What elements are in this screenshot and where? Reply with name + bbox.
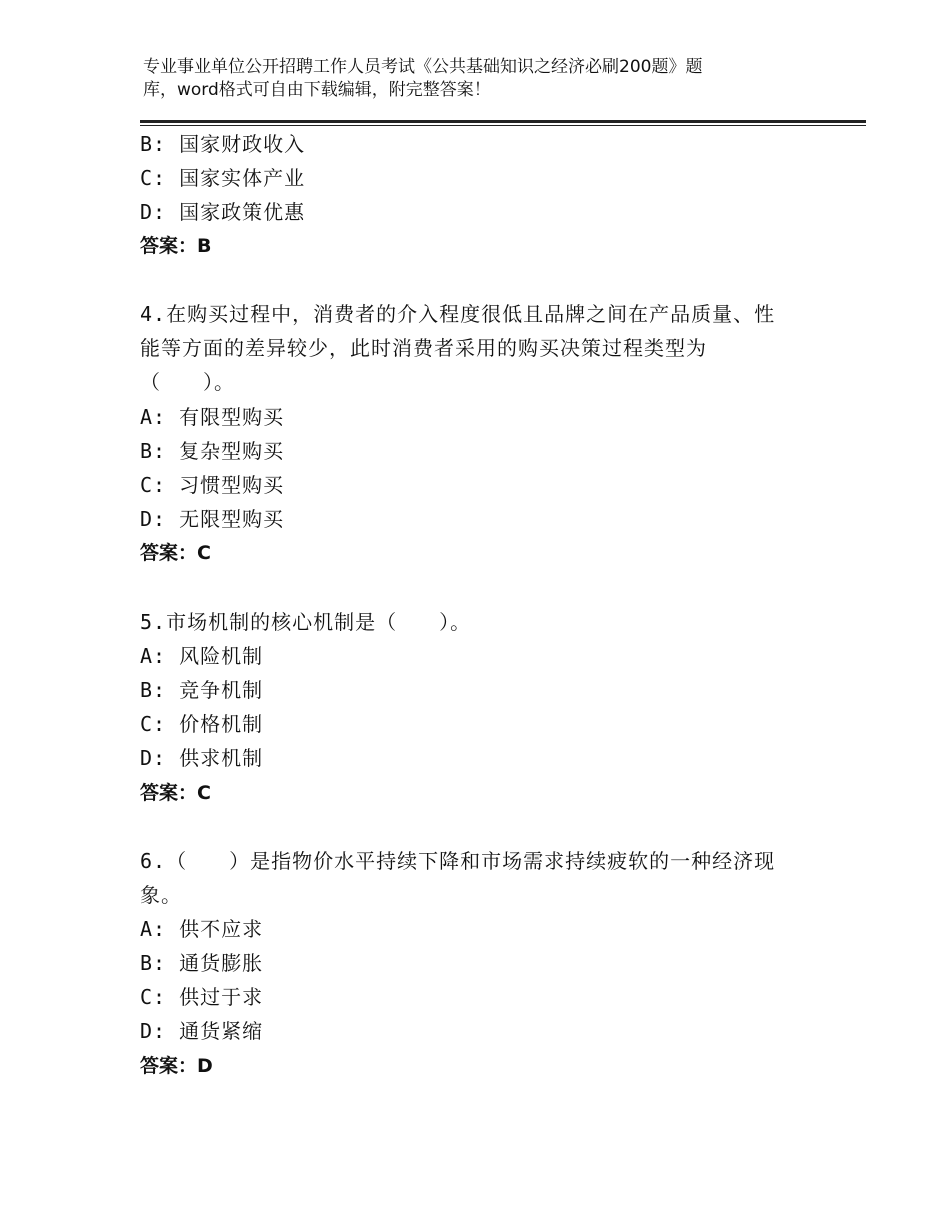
q4-option-d: D: 无限型购买: [140, 507, 285, 531]
q6-option-d: D: 通货紧缩: [140, 1019, 264, 1043]
header-title-line-2: 库，word格式可自由下载编辑，附完整答案！: [143, 80, 491, 100]
q6-option-c: C: 供过于求: [140, 985, 264, 1009]
q4-stem-line-2: 能等方面的差异较少，此时消费者采用的购买决策过程类型为: [140, 336, 707, 360]
q6-option-b: B: 通货膨胀: [140, 951, 264, 975]
q4-answer: 答案：C: [140, 542, 211, 564]
q3-option-c: C: 国家实体产业: [140, 166, 306, 190]
q5-option-d: D: 供求机制: [140, 746, 264, 770]
q4-option-a: A: 有限型购买: [140, 405, 285, 429]
q5-option-b: B: 竞争机制: [140, 678, 264, 702]
q6-stem-line-2: 象。: [140, 883, 182, 907]
q4-option-c: C: 习惯型购买: [140, 473, 285, 497]
q5-stem-line-1: 5.市场机制的核心机制是（ ）。: [140, 610, 472, 634]
header-title-line-1: 专业事业单位公开招聘工作人员考试《公共基础知识之经济必刷200题》题: [143, 57, 703, 77]
q4-option-b: B: 复杂型购买: [140, 439, 285, 463]
q3-option-d: D: 国家政策优惠: [140, 200, 306, 224]
q3-option-b: B: 国家财政收入: [140, 132, 306, 156]
q6-stem-line-1: 6.（ ）是指物价水平持续下降和市场需求持续疲软的一种经济现: [140, 849, 776, 873]
document-header: [143, 56, 783, 102]
header-rule-thin: [140, 125, 866, 126]
q4-stem-line-1: 4.在购买过程中，消费者的介入程度很低且品牌之间在产品质量、性: [140, 302, 776, 326]
q5-option-a: A: 风险机制: [140, 644, 264, 668]
q6-answer: 答案：D: [140, 1055, 213, 1077]
q4-stem-line-3: （ ）。: [140, 370, 235, 394]
q5-option-c: C: 价格机制: [140, 712, 264, 736]
q5-answer: 答案：C: [140, 782, 211, 804]
q6-option-a: A: 供不应求: [140, 917, 264, 941]
header-rule-thick: [140, 120, 866, 123]
q3-answer: 答案：B: [140, 235, 212, 257]
